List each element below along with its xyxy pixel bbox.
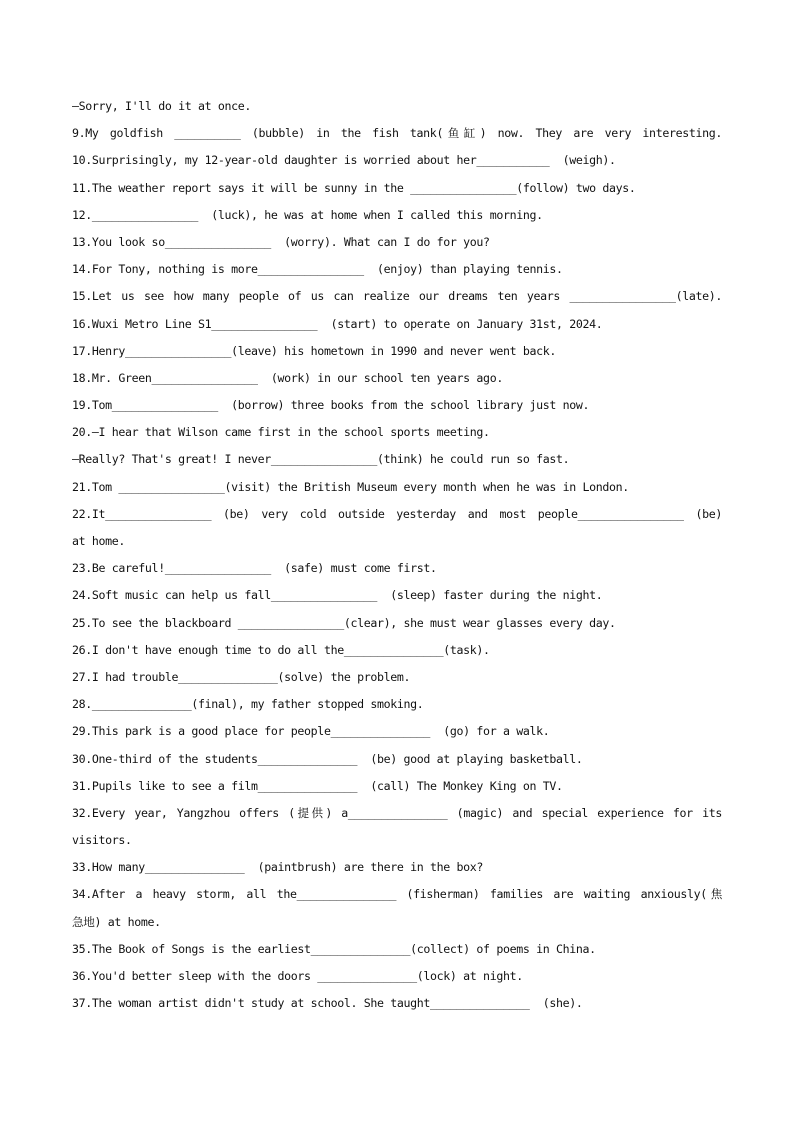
question-22-cont: at home.: [72, 534, 126, 548]
question-30: 30.One-third of the students_______________ (be) good at playing basketball.: [72, 751, 583, 766]
question-13: 13.You look so________________ (worry). What can I do for you?: [72, 234, 490, 249]
question-24: 24.Soft music can help us fall________________ (sleep) faster during the night.: [72, 588, 603, 603]
question-26: 26.I don't have enough time to do all the_______________(task).: [72, 642, 490, 657]
question-25: 25.To see the blackboard ________________(clear), she must wear glasses every day.: [72, 615, 616, 630]
question-11: 11.The weather report says it will be sunny in the ________________(follow) two days.: [72, 180, 636, 195]
question-9: 9.My goldfish __________ (bubble) in the fish tank(鱼缸) now. They are very interesting.: [72, 126, 722, 141]
question-18: 18.Mr. Green________________ (work) in our school ten years ago.: [72, 370, 503, 385]
question-27: 27.I had trouble_______________(solve) the problem.: [72, 669, 411, 684]
question-37: 37.The woman artist didn't study at school. She taught_______________ (she).: [72, 996, 583, 1011]
question-15: 15.Let us see how many people of us can realize our dreams ten years ________________(late).: [72, 289, 722, 304]
question-22: 22.It________________ (be) very cold outside yesterday and most people________________ (be): [72, 506, 722, 521]
question-34-cont: 急地) at home.: [72, 914, 161, 929]
line-8-reply: —Sorry, I'll do it at once.: [72, 99, 252, 113]
question-23: 23.Be careful!________________ (safe) must come first.: [72, 561, 437, 576]
question-10: 10.Surprisingly, my 12-year-old daughter is worried about her___________ (weigh).: [72, 153, 616, 168]
exercise-list: [72, 97, 722, 1021]
question-36: 36.You'd better sleep with the doors _______________(lock) at night.: [72, 969, 523, 983]
question-19: 19.Tom________________ (borrow) three books from the school library just now.: [72, 398, 590, 413]
question-33: 33.How many_______________ (paintbrush) are there in the box?: [72, 860, 484, 875]
question-21: 21.Tom ________________(visit) the British Museum every month when he was in London.: [72, 479, 629, 494]
question-35: 35.The Book of Songs is the earliest_______________(collect) of poems in China.: [72, 941, 596, 956]
question-12: 12.________________ (luck), he was at home when I called this morning.: [72, 207, 543, 222]
question-29: 29.This park is a good place for people_______________ (go) for a walk.: [72, 724, 550, 739]
question-20: 20.—I hear that Wilson came first in the school sports meeting.: [72, 425, 490, 440]
question-14: 14.For Tony, nothing is more________________ (enjoy) than playing tennis.: [72, 262, 563, 277]
question-20-reply: —Really? That's great! I never________________(think) he could run so fast.: [72, 452, 570, 467]
question-32: 32.Every year, Yangzhou offers (提供) a_______________ (magic) and special experience for its: [72, 805, 722, 820]
question-17: 17.Henry________________(leave) his hometown in 1990 and never went back.: [72, 343, 556, 358]
question-28: 28._______________(final), my father stopped smoking.: [72, 697, 424, 712]
question-34: 34.After a heavy storm, all the_______________ (fisherman) families are waiting anxiously(焦: [72, 887, 722, 902]
question-16: 16.Wuxi Metro Line S1________________ (start) to operate on January 31st, 2024.: [72, 316, 603, 331]
question-32-cont: visitors.: [72, 833, 132, 848]
question-31: 31.Pupils like to see a film_______________ (call) The Monkey King on TV.: [72, 778, 563, 793]
